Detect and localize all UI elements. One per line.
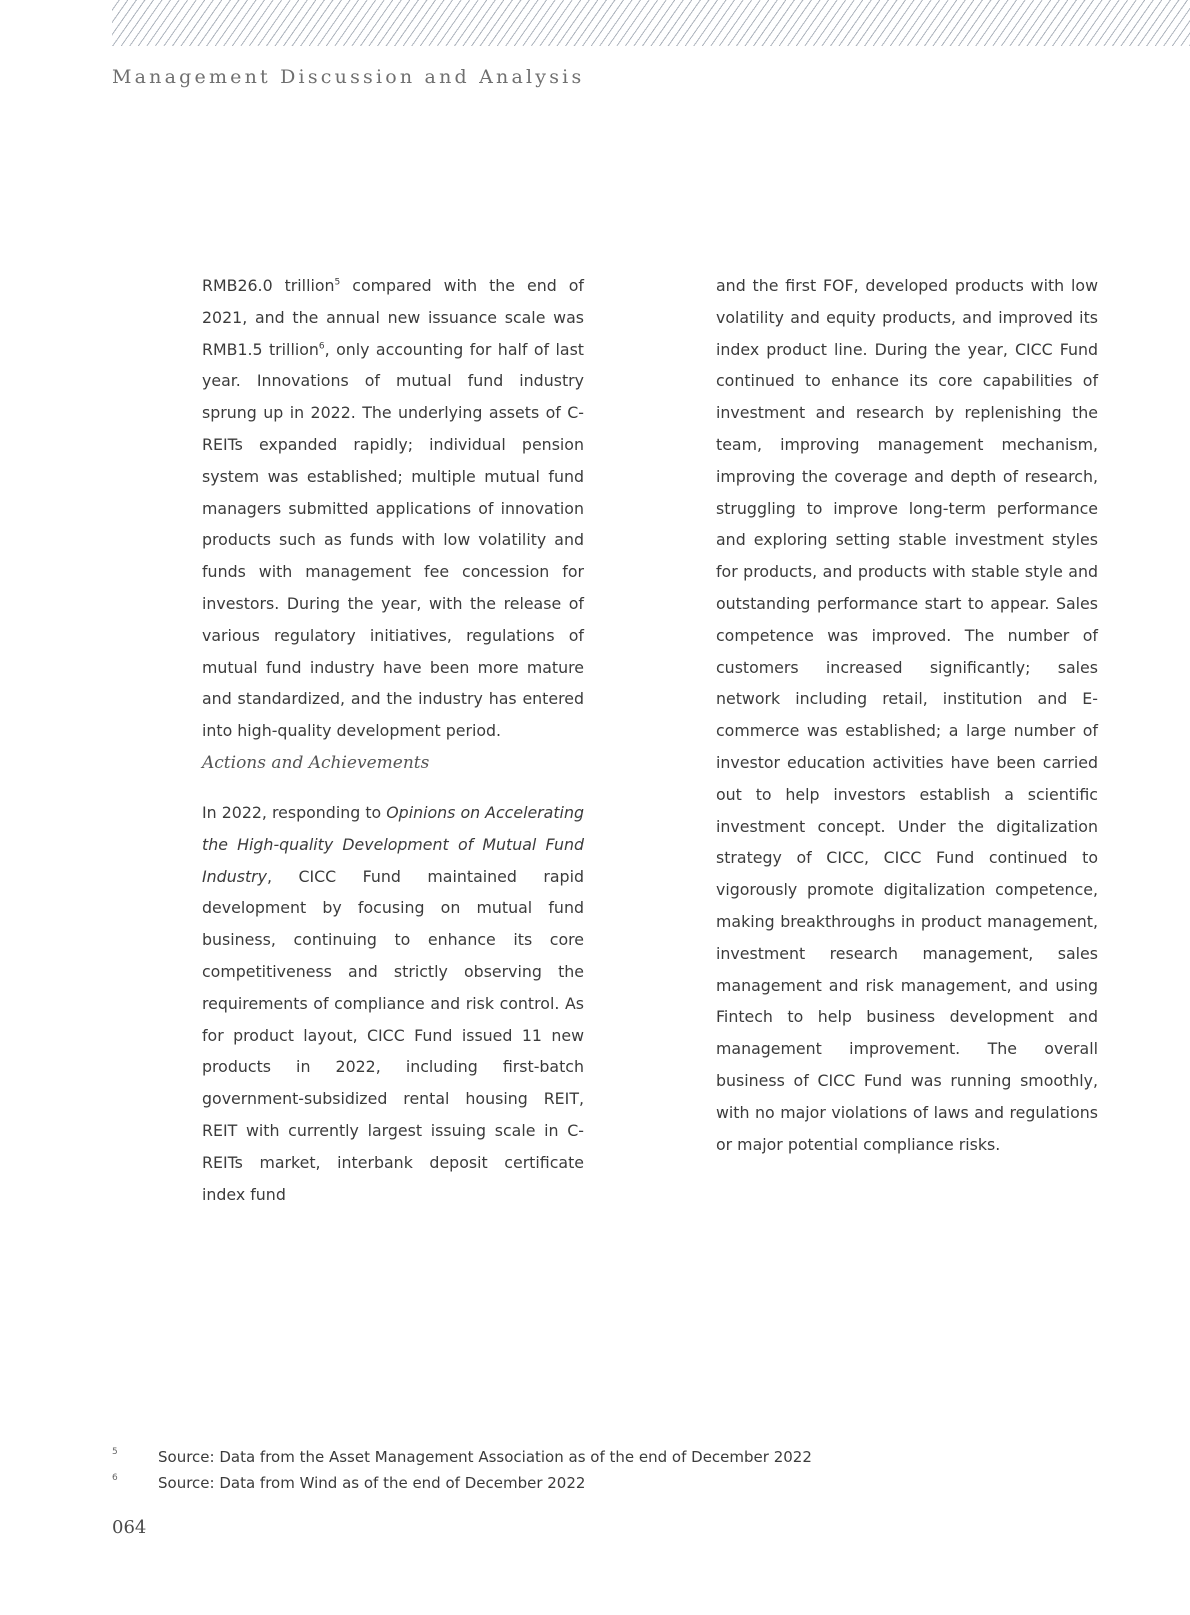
footnote-item	[112, 1470, 1012, 1496]
text-segment: compared with the end of 2021, and the annual new issuance scale was RMB1.5 trillion	[202, 276, 584, 359]
section-subheading: Actions and Achievements	[202, 752, 430, 773]
footnote-text: Source: Data from Wind as of the end of December 2022	[158, 1474, 586, 1492]
right-column	[716, 270, 1098, 1160]
text-segment: In 2022, responding to	[202, 802, 387, 822]
paragraph-actions	[202, 797, 584, 1210]
footnote-number: 5	[112, 1447, 118, 1457]
decorative-hatch-band	[112, 0, 1190, 46]
footnote-number: 6	[112, 1473, 118, 1483]
paragraph-market-overview	[202, 270, 584, 747]
footnote-ref-5[interactable]: 5	[334, 277, 341, 288]
left-column	[202, 270, 584, 1210]
text-segment: , only accounting for half of last year. Innovations of mutual fund industry sprung up in 2022. The underlying assets of C-REITs expanded rapidly; individual pension system was established; multiple mutual fund managers submitted applications of innovation products such as funds with low volatility and funds with management fee concession for investors. During the year, with the release of various regulatory initiatives, regulations of mutual fund industry have been more mature and standardized, and the industry has entered into high-quality development period.	[202, 339, 584, 741]
footnote-ref-6[interactable]: 6	[318, 341, 325, 352]
footnotes	[112, 1444, 1012, 1496]
text-segment: RMB26.0 trillion	[202, 276, 335, 295]
running-header: Management Discussion and Analysis	[112, 66, 585, 88]
document-title-italic: Opinions on Accelerating the High-quality Development of Mutual Fund Industry	[202, 802, 584, 886]
footnote-item	[112, 1444, 1012, 1470]
paragraph-continuation: and the first FOF, developed products with low volatility and equity products, and improved its index product line. During the year, CICC Fund continued to enhance its core capabilities of investment and research by replenishing the team, improving management mechanism, improving the coverage and depth of research, struggling to improve long-term performance and exploring setting stable investment styles for products, and products with stable style and outstanding performance start to appear. Sales competence was improved. The number of customers increased significantly; sales network including retail, institution and E-commerce was established; a large number of investor education activities have been carried out to help investors establish a scientific investment concept. Under the digitalization strategy of CICC, CICC Fund continued to vigorously promote digitalization competence, making breakthroughs in product management, investment research management, sales management and risk management, and using Fintech to help business development and management improvement. The overall business of CICC Fund was running smoothly, with no major violations of laws and regulations or major potential compliance risks.	[716, 276, 1098, 1154]
page-number: 064	[112, 1517, 147, 1538]
text-segment: , CICC Fund maintained rapid development by focusing on mutual fund business, continuing to enhance its core competitiveness and strictly observing the requirements of compliance and risk control. As for product layout, CICC Fund issued 11 new products in 2022, including first-batch government-subsidized rental housing REIT, REIT with currently largest issuing scale in C-REITs market, interbank deposit certificate index fund	[202, 866, 584, 1204]
footnote-text: Source: Data from the Asset Management Association as of the end of December 2022	[158, 1448, 812, 1466]
